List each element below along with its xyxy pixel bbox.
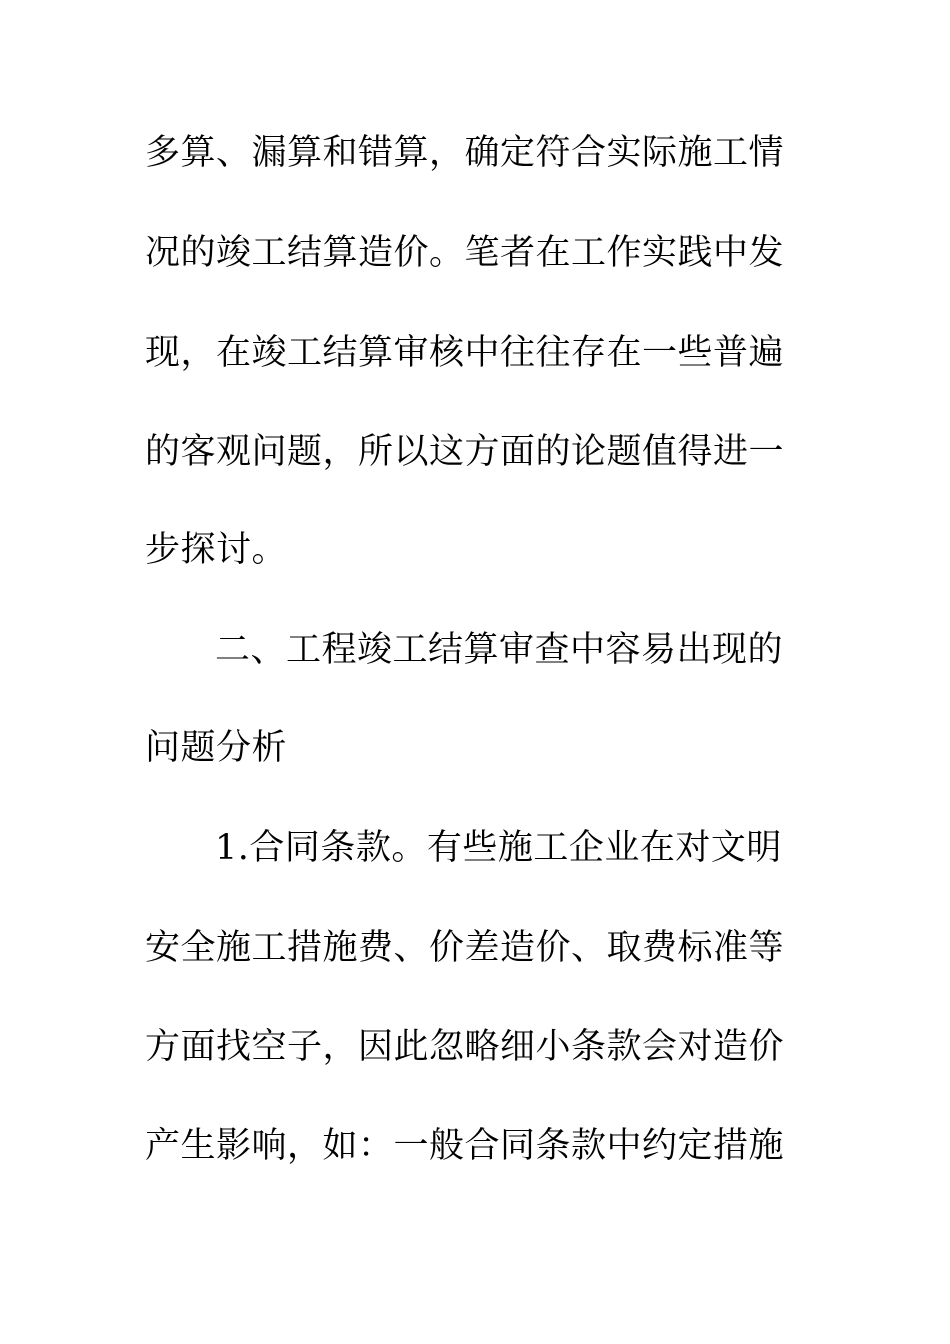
paragraph-line-3: 现，在竣工结算审核中往往存在一些普遍 (145, 333, 785, 373)
paragraph-line-2: 况的竣工结算造价。笔者在工作实践中发 (145, 233, 785, 273)
paragraph-line-6: 1.合同条款。有些施工企业在对文明 (215, 828, 782, 868)
paragraph-line-9: 产生影响，如：一般合同条款中约定措施 (145, 1126, 785, 1166)
paragraph-line-5: 步探讨。 (145, 530, 288, 570)
paragraph-line-7: 安全施工措施费、价差造价、取费标准等 (145, 928, 785, 968)
paragraph-line-1: 多算、漏算和错算，确定符合实际施工情 (145, 133, 785, 173)
paragraph-line-8: 方面找空子，因此忽略细小条款会对造价 (145, 1027, 785, 1067)
section-heading-line-2: 问题分析 (145, 728, 288, 768)
section-heading-line-1: 二、工程竣工结算审查中容易出现的 (215, 630, 784, 670)
paragraph-line-4: 的客观问题，所以这方面的论题值得进一 (145, 432, 785, 472)
